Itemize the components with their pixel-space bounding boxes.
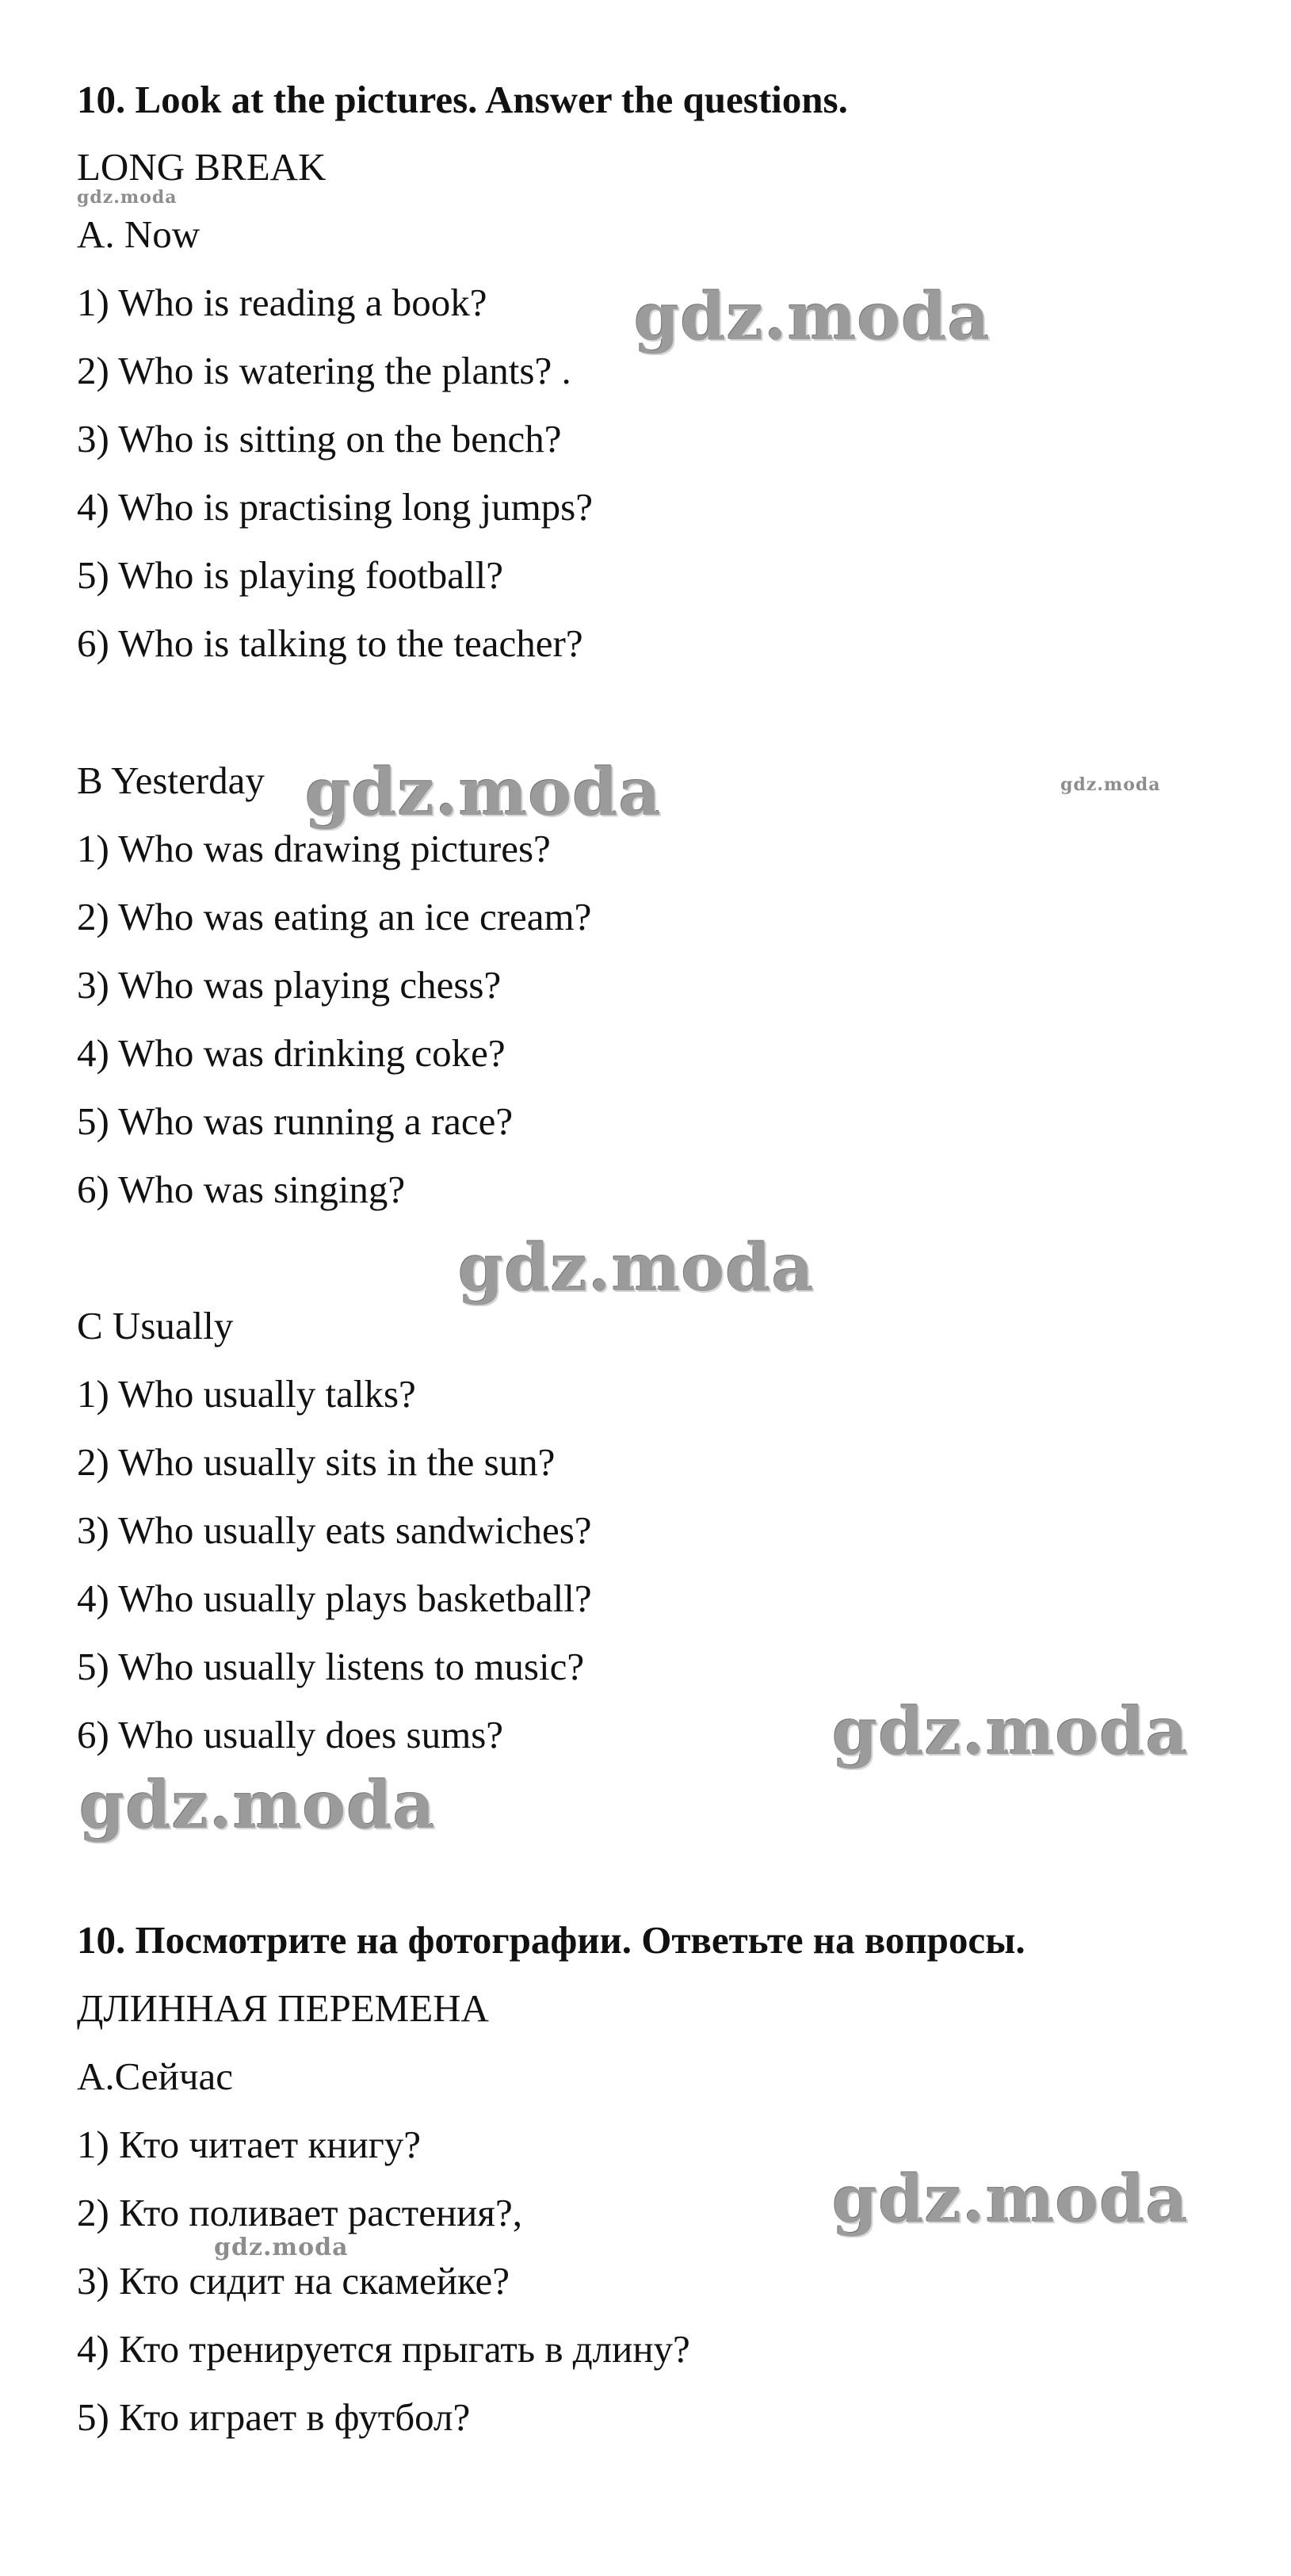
section-b-heading: B Yesterday [77, 759, 265, 802]
question-b-3: 3) Who was playing chess? [77, 963, 502, 1007]
question-a-4: 4) Who is practising long jumps? [77, 485, 593, 529]
watermark: gdz.moda [79, 1768, 436, 1844]
question-a-2: 2) Who is watering the plants? . [77, 349, 571, 392]
watermark: gdz.moda [832, 2161, 1189, 2238]
watermark: gdz.moda [1060, 774, 1161, 795]
watermark: gdz.moda [458, 1230, 815, 1306]
question-b-1: 1) Who was drawing pictures? [77, 827, 551, 870]
section-a-heading-ru: А.Сейчас [77, 2054, 234, 2098]
exercise-title-en: 10. Look at the pictures. Answer the questions. [77, 78, 848, 121]
question-ru-4: 4) Кто тренируется прыгать в длину? [77, 2327, 690, 2371]
question-a-3: 3) Who is sitting on the bench? [77, 417, 562, 461]
question-ru-3: 3) Кто сидит на скамейке? [77, 2259, 510, 2303]
watermark: gdz.moda [634, 279, 991, 355]
question-b-6: 6) Who was singing? [77, 1168, 406, 1211]
question-b-4: 4) Who was drinking coke? [77, 1031, 506, 1075]
question-c-2: 2) Who usually sits in the sun? [77, 1440, 556, 1484]
subtitle-ru: ДЛИННАЯ ПЕРЕМЕНА [77, 1986, 489, 2030]
subtitle-en: LONG BREAK [77, 145, 327, 189]
watermark: gdz.moda [214, 2234, 349, 2261]
question-b-5: 5) Who was running a race? [77, 1099, 514, 1143]
question-c-3: 3) Who usually eats sandwiches? [77, 1508, 592, 1552]
question-c-6: 6) Who usually does sums? [77, 1713, 504, 1756]
exercise-title-ru: 10. Посмотрите на фотографии. Ответьте на вопросы. [77, 1918, 1026, 1962]
question-a-6: 6) Who is talking to the teacher? [77, 621, 583, 665]
watermark: gdz.moda [77, 187, 178, 208]
section-c-heading: C Usually [77, 1304, 234, 1347]
watermark: gdz.moda [305, 755, 662, 831]
question-c-4: 4) Who usually plays basketball? [77, 1577, 592, 1620]
question-c-5: 5) Who usually listens to music? [77, 1645, 585, 1688]
question-a-1: 1) Who is reading a book? [77, 281, 487, 324]
question-a-5: 5) Who is playing football? [77, 553, 503, 597]
question-c-1: 1) Who usually talks? [77, 1372, 416, 1416]
section-a-heading: A. Now [77, 212, 201, 256]
question-ru-1: 1) Кто читает книгу? [77, 2123, 422, 2166]
watermark: gdz.moda [832, 1694, 1189, 1770]
question-ru-5: 5) Кто играет в футбол? [77, 2395, 471, 2439]
question-b-2: 2) Who was eating an ice cream? [77, 895, 592, 938]
question-ru-2: 2) Кто поливает растения?, [77, 2191, 522, 2234]
